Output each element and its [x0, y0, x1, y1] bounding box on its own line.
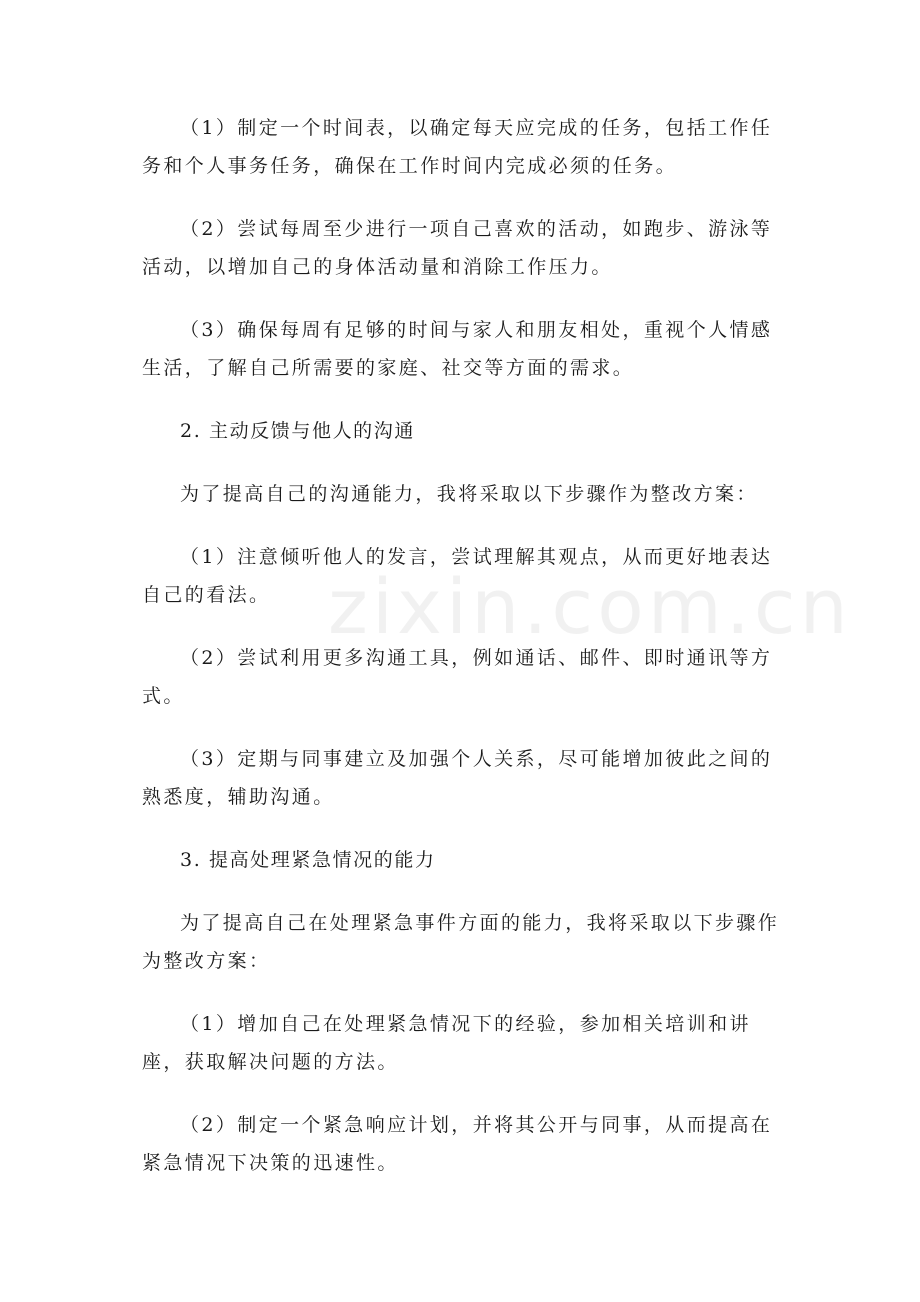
paragraph-time-schedule: （1）制定一个时间表，以确定每天应完成的任务，包括工作任务和个人事务任务，确保在工作时间内完成必须的任务。 [142, 117, 773, 177]
paragraph-weekly-activity: （2）尝试每周至少进行一项自己喜欢的活动，如跑步、游泳等活动，以增加自己的身体活动量和消除工作压力。 [142, 218, 773, 278]
section-heading-emergency: 3. 提高处理紧急情况的能力 [180, 849, 436, 871]
paragraph-emergency-experience: （1）增加自己在处理紧急情况下的经验，参加相关培训和讲座，获取解决问题的方法。 [142, 1013, 751, 1073]
section-heading-communication: 2. 主动反馈与他人的沟通 [180, 420, 415, 442]
paragraph-colleague-relations: （3）定期与同事建立及加强个人关系，尽可能增加彼此之间的熟悉度，辅助沟通。 [142, 748, 773, 808]
paragraph-family-time: （3）确保每周有足够的时间与家人和朋友相处，重视个人情感生活，了解自己所需要的家庭、社交等方面的需求。 [142, 319, 773, 379]
watermark: zixin.com.cn [328, 562, 852, 651]
document-body [142, 109, 792, 1207]
paragraph-emergency-intro: 为了提高自己在处理紧急事件方面的能力，我将采取以下步骤作为整改方案： [142, 912, 780, 972]
paragraph-communication-intro: 为了提高自己的沟通能力，我将采取以下步骤作为整改方案： [180, 483, 758, 505]
paragraph-listening: （1）注意倾听他人的发言，尝试理解其观点，从而更好地表达自己的看法。 [142, 546, 773, 606]
paragraph-communication-tools: （2）尝试利用更多沟通工具，例如通话、邮件、即时通讯等方式。 [142, 647, 773, 707]
paragraph-emergency-plan: （2）制定一个紧急响应计划，并将其公开与同事，从而提高在紧急情况下决策的迅速性。 [142, 1114, 773, 1174]
